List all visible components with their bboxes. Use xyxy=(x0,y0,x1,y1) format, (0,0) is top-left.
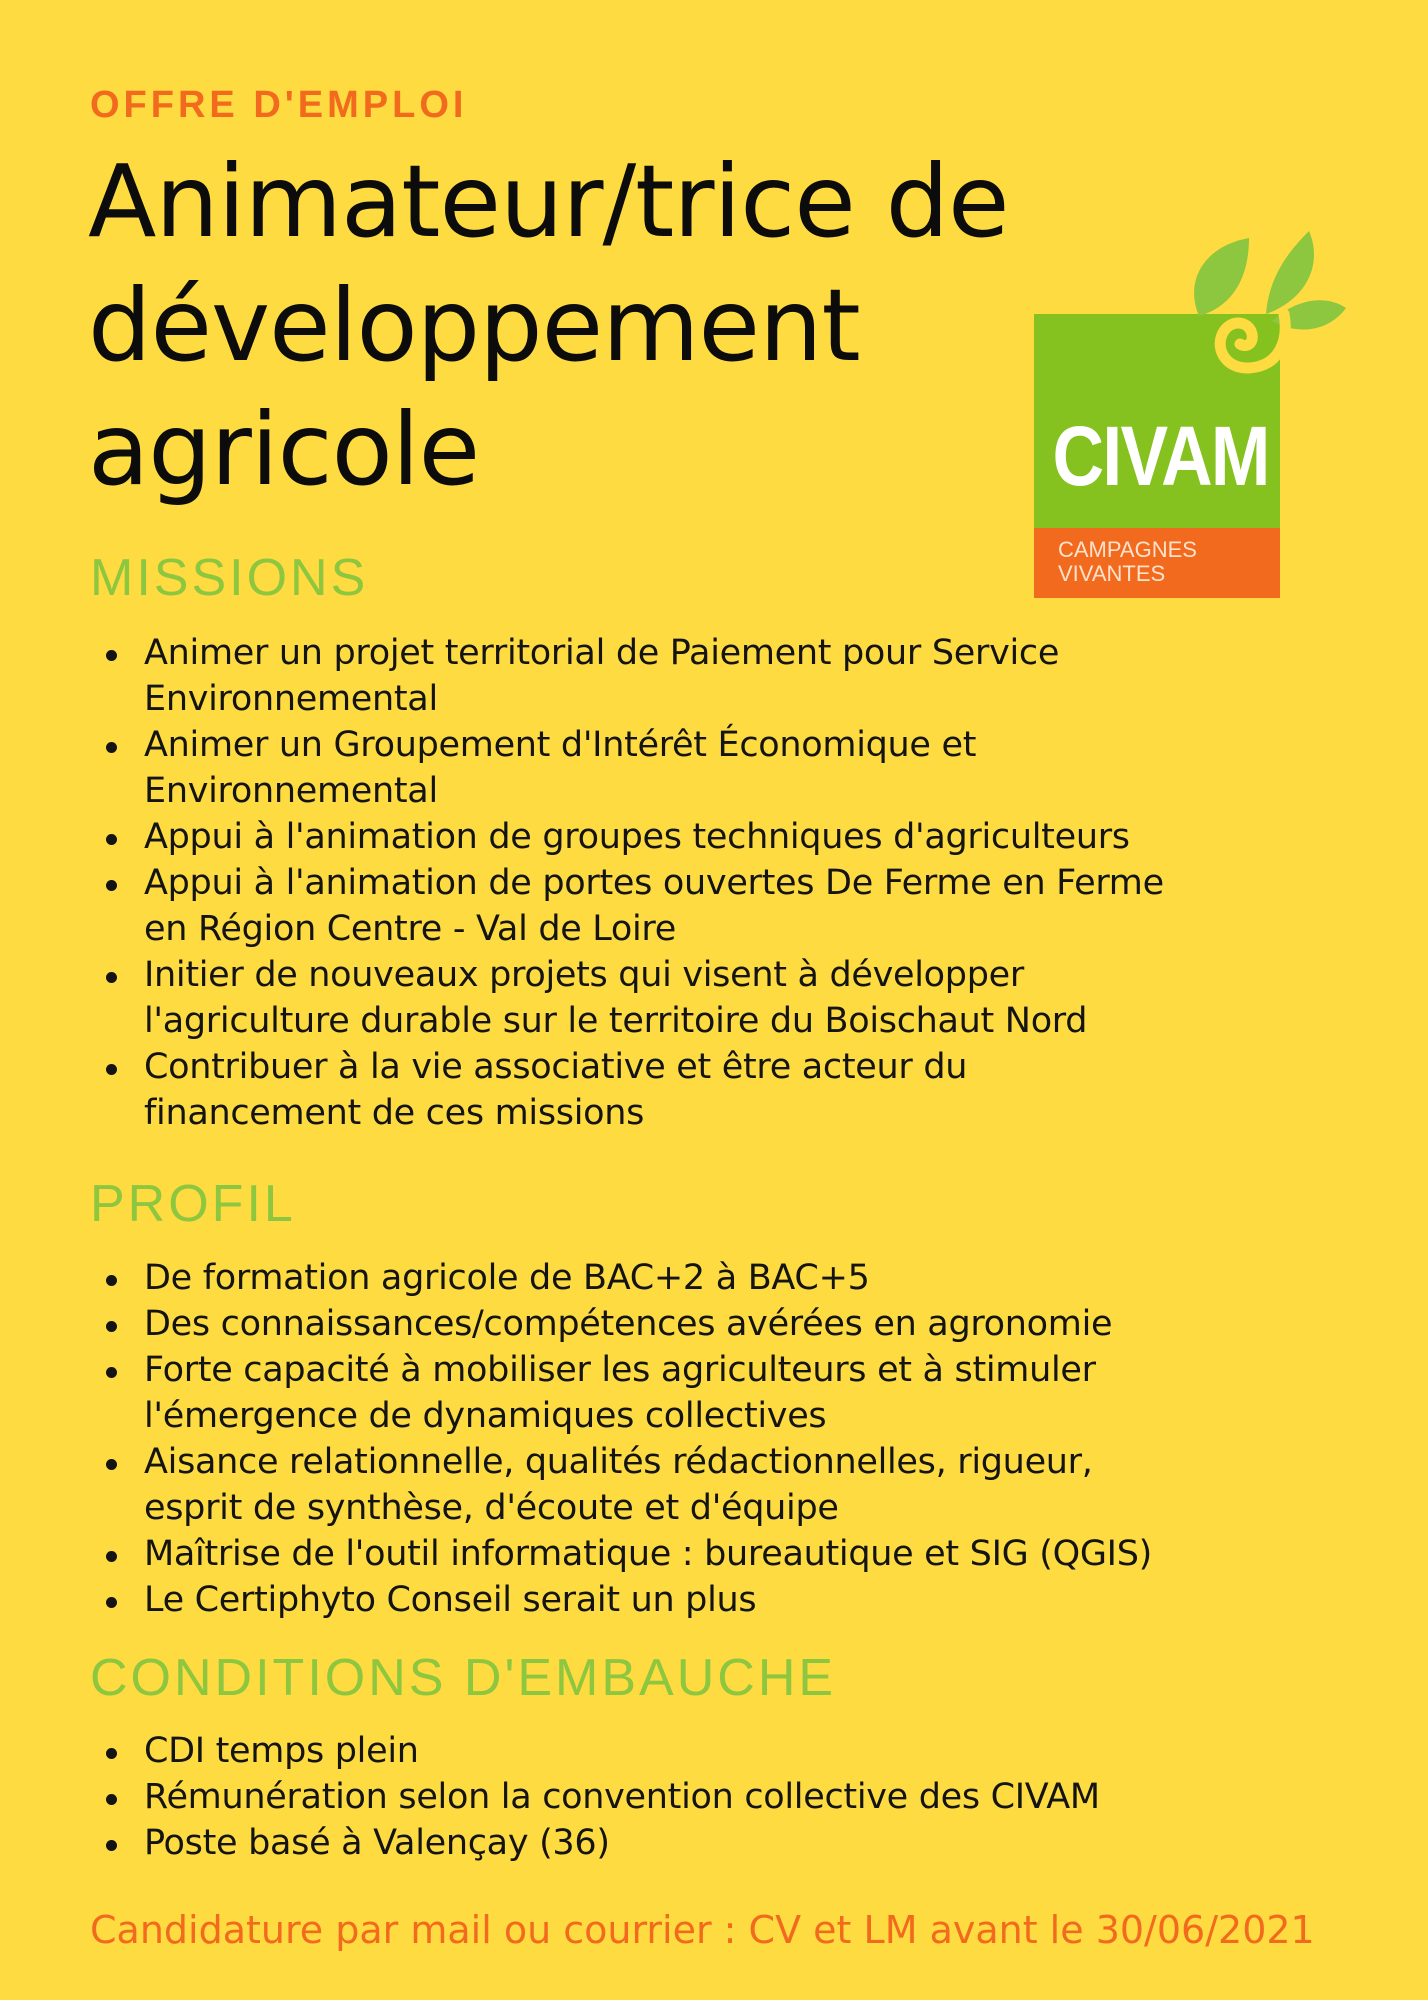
list-item: Contribuer à la vie associative et être acteur du financement de ces missions xyxy=(92,1044,1252,1136)
list-item: Animer un projet territorial de Paiement pour Service Environnemental xyxy=(92,630,1252,722)
list-item: Initier de nouveaux projets qui visent à développer l'agriculture durable sur le territoire du Boischaut Nord xyxy=(92,952,1252,1044)
list-item: Appui à l'animation de groupes techniques d'agriculteurs xyxy=(92,814,1252,860)
list-item: Maîtrise de l'outil informatique : bureautique et SIG (QGIS) xyxy=(92,1531,1252,1577)
list-item: Forte capacité à mobiliser les agriculteurs et à stimuler l'émergence de dynamiques collectives xyxy=(92,1347,1252,1439)
offer-kicker: OFFRE D'EMPLOI xyxy=(90,84,468,126)
list-item: Le Certiphyto Conseil serait un plus xyxy=(92,1577,1252,1623)
spiral-leaf-icon xyxy=(1034,226,1354,426)
job-title-line: Animateur/trice de xyxy=(88,143,1009,260)
list-item: Rémunération selon la convention collective des CIVAM xyxy=(92,1774,1252,1820)
application-footer: Candidature par mail ou courrier : CV et LM avant le 30/06/2021 xyxy=(90,1908,1315,1952)
profil-list xyxy=(92,1255,1252,1623)
job-title xyxy=(88,140,1108,512)
job-title-line: développement xyxy=(88,267,860,384)
list-item: Poste basé à Valençay (36) xyxy=(92,1820,1252,1866)
conditions-list xyxy=(92,1728,1252,1866)
list-item: Appui à l'animation de portes ouvertes De Ferme en Ferme en Région Centre - Val de Loire xyxy=(92,860,1252,952)
list-item: CDI temps plein xyxy=(92,1728,1252,1774)
profil-heading: PROFIL xyxy=(90,1175,296,1233)
conditions-heading: CONDITIONS D'EMBAUCHE xyxy=(90,1649,837,1707)
logo-tagline-line: VIVANTES xyxy=(1058,561,1166,586)
logo-tagline-line: CAMPAGNES xyxy=(1058,537,1197,562)
list-item: Des connaissances/compétences avérées en agronomie xyxy=(92,1301,1252,1347)
job-title-line: agricole xyxy=(88,391,480,508)
list-item: De formation agricole de BAC+2 à BAC+5 xyxy=(92,1255,1252,1301)
logo-name: CIVAM xyxy=(1052,409,1269,503)
list-item: Animer un Groupement d'Intérêt Économique et Environnemental xyxy=(92,722,1252,814)
list-item: Aisance relationnelle, qualités rédactionnelles, rigueur, esprit de synthèse, d'écoute et d'équipe xyxy=(92,1439,1252,1531)
logo-tagline xyxy=(1058,538,1197,586)
civam-logo xyxy=(1034,226,1354,606)
missions-list xyxy=(92,630,1252,1136)
missions-heading: MISSIONS xyxy=(90,549,369,607)
